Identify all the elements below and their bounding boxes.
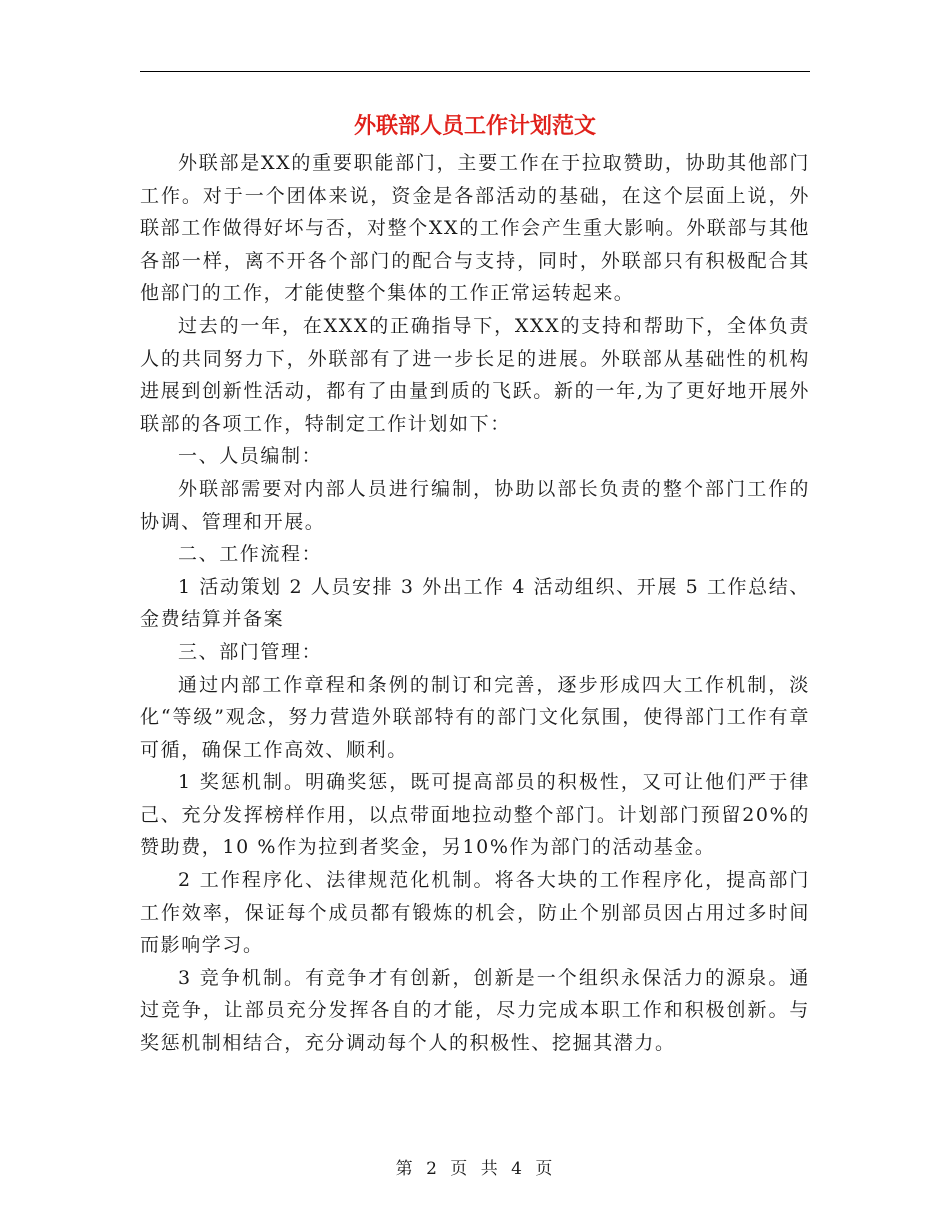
paragraph-reward-mechanism: 1 奖惩机制。明确奖惩，既可提高部员的积极性，又可让他们严于律己、充分发挥榜样作用，以点带面地拉动整个部门。计划部门预留20%的赞助费，10 %作为拉到者奖金，另10%作为部门的活动基金。 <box>140 771 810 859</box>
paragraph-management: 通过内部工作章程和条例的制订和完善，逐步形成四大工作机制，淡化“等级”观念，努力营造外联部特有的部门文化氛围，使得部门工作有章可循，确保工作高效、顺利。 <box>140 673 810 761</box>
header-rule <box>140 71 810 72</box>
document-body <box>140 147 810 1060</box>
paragraph-workflow: 1 活动策划 2 人员安排 3 外出工作 4 活动组织、开展 5 工作总结、金费结算并备案 <box>140 575 810 631</box>
document-title: 外联部人员工作计划范文 <box>353 113 596 139</box>
paragraph-past-year: 过去的一年，在XXX的正确指导下，XXX的支持和帮助下，全体负责人的共同努力下，外联部有了进一步长足的进展。外联部从基础性的机构进展到创新性活动，都有了由量到质的飞跃。新的一年,为了更好地开展外联部的各项工作，特制定工作计划如下： <box>140 314 810 435</box>
section-heading-management: 三、部门管理： <box>178 640 323 663</box>
section-heading-staffing: 一、人员编制： <box>178 445 323 468</box>
paragraph-competition-mechanism: 3 竞争机制。有竞争才有创新，创新是一个组织永保活力的源泉。通过竞争，让部员充分发挥各自的才能，尽力完成本职工作和积极创新。与奖惩机制相结合，充分调动每个人的积极性、挖掘其潜力。 <box>140 966 810 1055</box>
paragraph-intro: 外联部是XX的重要职能部门，主要工作在于拉取赞助，协助其他部门工作。对于一个团体来说，资金是各部活动的基础，在这个层面上说，外联部工作做得好坏与否，对整个XX的工作会产生重大影响。外联部与其他各部一样，离不开各个部门的配合与支持，同时，外联部只有积极配合其他部门的工作，才能使整个集体的工作正常运转起来。 <box>140 152 810 305</box>
paragraph-staffing: 外联部需要对内部人员进行编制，协助以部长负责的整个部门工作的协调、管理和开展。 <box>140 477 810 533</box>
page-number: 第 2 页 共 4 页 <box>395 1159 555 1179</box>
section-heading-workflow: 二、工作流程： <box>178 543 323 566</box>
paragraph-procedure-mechanism: 2 工作程序化、法律规范化机制。将各大块的工作程序化，提高部门工作效率，保证每个成员都有锻炼的机会，防止个别部员因占用过多时间而影响学习。 <box>140 869 810 957</box>
